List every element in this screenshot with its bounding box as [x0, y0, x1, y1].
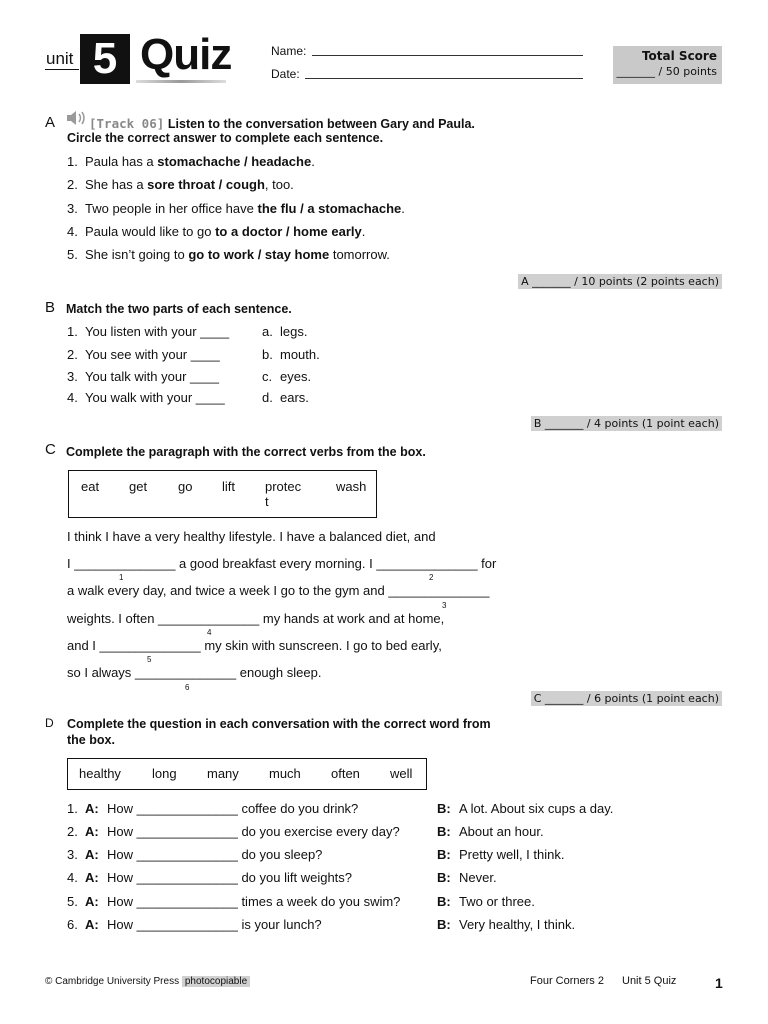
- answer-choice[interactable]: go to work / stay home: [188, 247, 330, 262]
- word-box-item: lift: [222, 479, 235, 494]
- word-box-item: go: [178, 479, 193, 494]
- word-box-item: healthy: [79, 766, 121, 781]
- section-a-letter: A: [45, 114, 56, 131]
- conversation-answer: B: About an hour.: [437, 824, 544, 839]
- section-b-instruction: Match the two parts of each sentence.: [66, 302, 292, 316]
- total-score-points[interactable]: _______ / 50 points: [616, 65, 717, 78]
- section-a-instruction-1: Listen to the conversation between Gary and Paula.: [167, 117, 475, 131]
- track-label: [Track 06]: [89, 116, 165, 131]
- list-item: 2. You see with your ____: [67, 347, 220, 362]
- word-box-item: get: [129, 479, 148, 494]
- conversation-question: 6. A: How ______________ is your lunch?: [67, 917, 322, 932]
- section-d-instruction-2: the box.: [67, 733, 115, 747]
- total-score-box: [613, 46, 722, 84]
- conversation-question: 5. A: How ______________ times a week do you swim?: [67, 894, 401, 909]
- section-d-instruction-1: Complete the question in each conversation with the correct word from: [67, 717, 491, 731]
- blank-number: 5: [147, 655, 152, 664]
- section-c-points[interactable]: C _______ / 6 points (1 point each): [531, 691, 722, 706]
- conversation-question: 1. A: How ______________ coffee do you drink?: [67, 801, 359, 816]
- answer-choice[interactable]: to a doctor / home early: [215, 224, 362, 239]
- word-box-item: long: [152, 766, 177, 781]
- list-item: 3. Two people in her office have the flu / a stomachache.: [67, 201, 405, 216]
- word-box-item: many: [207, 766, 239, 781]
- list-item: 4. You walk with your ____: [67, 390, 225, 405]
- word-box-item: wash: [336, 479, 367, 494]
- answer-choice[interactable]: sore throat / cough: [147, 177, 265, 192]
- conversation-question: 2. A: How ______________ do you exercise every day?: [67, 824, 400, 839]
- date-label: Date:: [271, 67, 300, 81]
- paragraph-line: and I ______________ my skin with sunscreen. I go to bed early,: [67, 638, 442, 653]
- list-item: 5. She isn’t going to go to work / stay home tomorrow.: [67, 247, 390, 262]
- paragraph-line: I ______________ a good breakfast every morning. I ______________ for: [67, 556, 497, 571]
- section-d-letter: D: [45, 716, 54, 730]
- paragraph-line: weights. I often ______________ my hands at work and at home,: [67, 611, 445, 626]
- answer-choice[interactable]: the flu / a stomachache: [257, 201, 402, 216]
- section-c-instruction: Complete the paragraph with the correct verbs from the box.: [66, 445, 426, 459]
- conversation-answer: B: A lot. About six cups a day.: [437, 801, 614, 816]
- word-box: [67, 758, 427, 790]
- photocopiable-badge: photocopiable: [182, 976, 250, 987]
- conversation-answer: B: Two or three.: [437, 894, 535, 909]
- list-item: 1. You listen with your ____: [67, 324, 230, 339]
- name-label: Name:: [271, 44, 307, 58]
- footer-copyright: © Cambridge University Press photocopiable: [45, 976, 250, 987]
- word-box-item: well: [390, 766, 413, 781]
- section-a-points[interactable]: A _______ / 10 points (2 points each): [518, 274, 722, 289]
- match-option: d. ears.: [262, 390, 309, 405]
- section-b-letter: B: [45, 299, 56, 316]
- date-field[interactable]: [305, 78, 583, 79]
- page-title: Quiz: [140, 30, 232, 79]
- conversation-answer: B: Never.: [437, 870, 497, 885]
- unit-number: 5: [80, 34, 130, 84]
- speaker-icon: [66, 110, 88, 129]
- blank-number: 1: [119, 573, 124, 582]
- word-box-item: eat: [81, 479, 100, 494]
- unit-underline: [45, 69, 79, 70]
- word-box-item: protec: [265, 479, 302, 494]
- answer-choice[interactable]: stomachache / headache: [157, 154, 312, 169]
- unit-label: unit: [46, 49, 74, 68]
- list-item: 4. Paula would like to go to a doctor / home early.: [67, 224, 366, 239]
- match-option: b. mouth.: [262, 347, 320, 362]
- word-box: [68, 470, 377, 518]
- blank-number: 3: [442, 601, 447, 610]
- blank-number: 2: [429, 573, 434, 582]
- blank-number: 6: [185, 683, 190, 692]
- list-item: 2. She has a sore throat / cough, too.: [67, 177, 294, 192]
- footer-quiz: Unit 5 Quiz: [622, 975, 677, 987]
- paragraph-line: so I always ______________ enough sleep.: [67, 665, 322, 680]
- total-score-label: Total Score: [641, 49, 717, 63]
- name-field[interactable]: [312, 55, 583, 56]
- conversation-question: 3. A: How ______________ do you sleep?: [67, 847, 323, 862]
- blank-number: 4: [207, 628, 212, 637]
- list-item: 3. You talk with your ____: [67, 369, 219, 384]
- footer-book: Four Corners 2: [530, 975, 604, 987]
- conversation-answer: B: Pretty well, I think.: [437, 847, 565, 862]
- word-box-item: much: [269, 766, 301, 781]
- section-c-letter: C: [45, 441, 56, 458]
- paragraph-line: a walk every day, and twice a week I go to the gym and ______________: [67, 583, 490, 598]
- page-number: 1: [715, 975, 723, 991]
- paragraph-line: I think I have a very healthy lifestyle. I have a balanced diet, and: [67, 529, 436, 544]
- match-option: a. legs.: [262, 324, 308, 339]
- list-item: 1. Paula has a stomachache / headache.: [67, 154, 315, 169]
- conversation-question: 4. A: How ______________ do you lift weights?: [67, 870, 353, 885]
- word-box-item: often: [331, 766, 360, 781]
- title-shadow: [136, 80, 226, 83]
- conversation-answer: B: Very healthy, I think.: [437, 917, 576, 932]
- match-option: c. eyes.: [262, 369, 312, 384]
- section-a-instruction-2: Circle the correct answer to complete each sentence.: [67, 131, 384, 145]
- word-box-item: t: [265, 494, 269, 509]
- section-b-points[interactable]: B _______ / 4 points (1 point each): [531, 416, 722, 431]
